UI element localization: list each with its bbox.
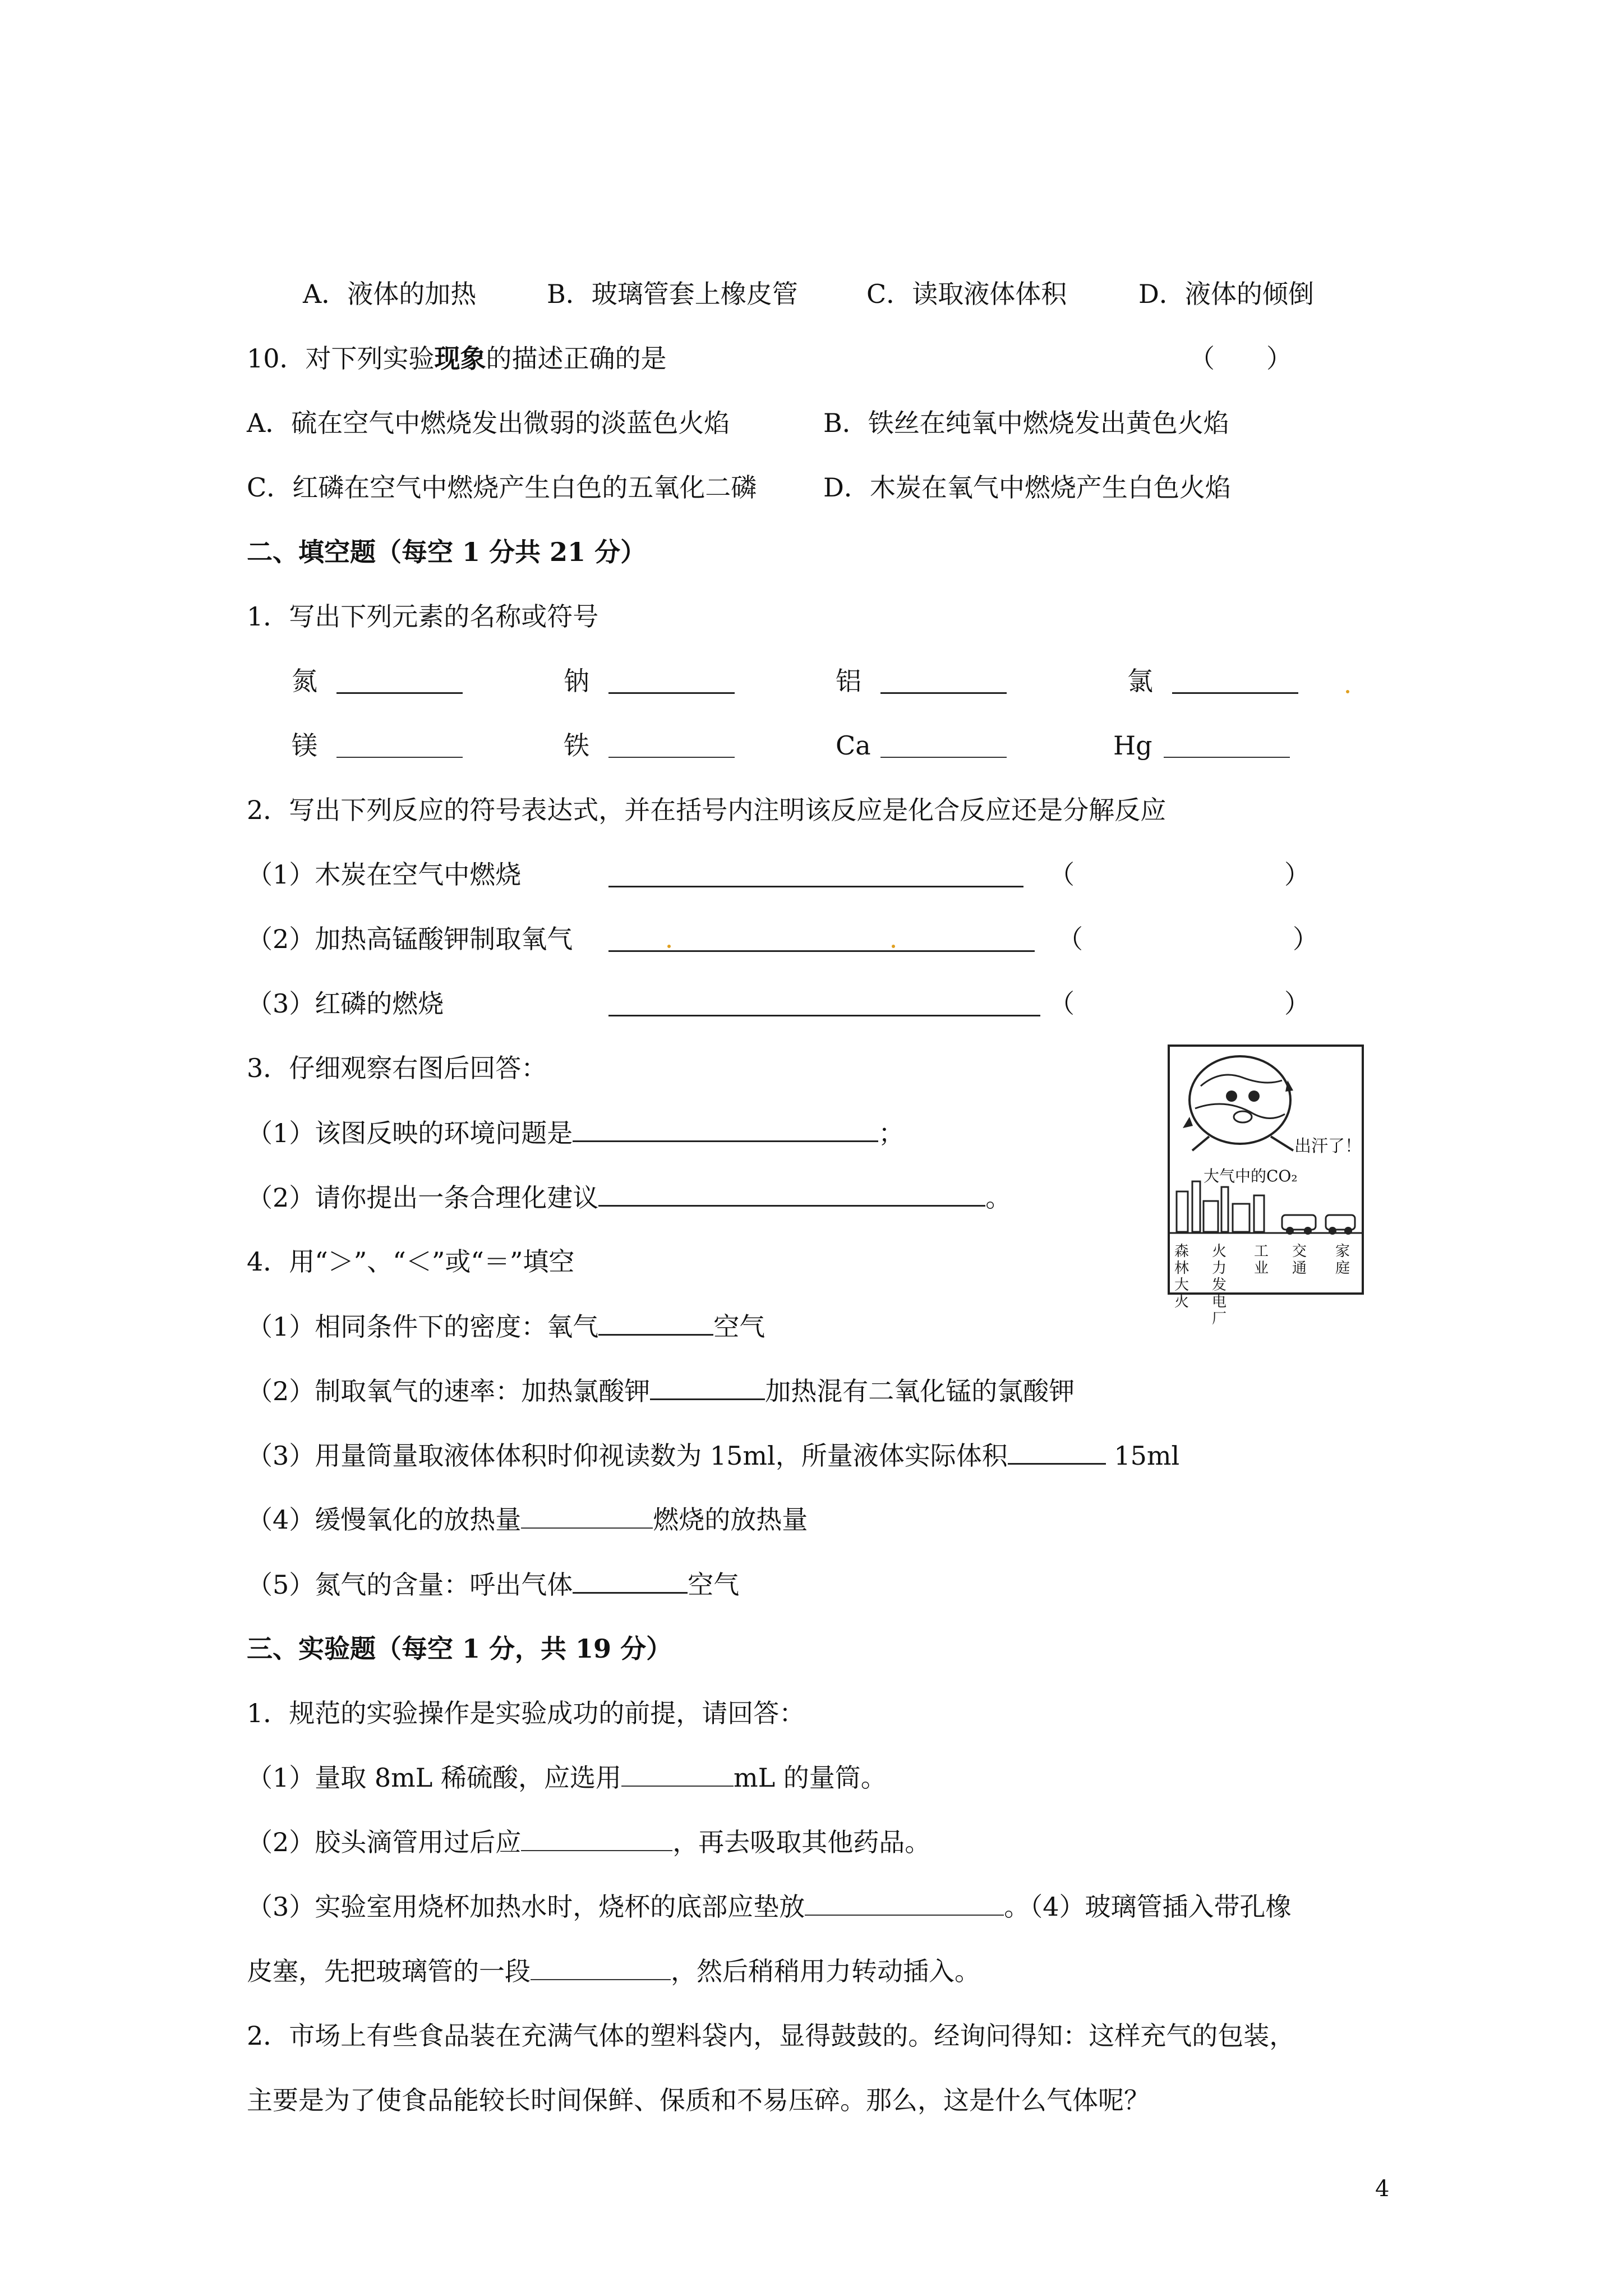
paren-close: ）	[1293, 924, 1318, 954]
answer-blank[interactable]	[1172, 668, 1298, 694]
compare-item: （2）制取氧气的速率：加热氯酸钾 加热混有二氧化锰的氯酸钾	[247, 1374, 1075, 1408]
answer-blank[interactable]	[1164, 732, 1290, 758]
question-2-cont: 主要是为了使食品能较长时间保鲜、保质和不易压碎。那么，这是什么气体呢？	[247, 2085, 1150, 2115]
element-label: 氯	[1127, 666, 1153, 696]
option-d: D．木炭在氧气中燃烧产生白色火焰	[823, 472, 1231, 503]
option-b: B．铁丝在纯氧中燃烧发出黄色火焰	[823, 408, 1229, 438]
option-a: A．硫在空气中燃烧发出微弱的淡蓝色火焰	[247, 408, 730, 438]
element-label: Hg	[1113, 730, 1152, 761]
element-label: 铁	[564, 730, 589, 761]
question-1-3: （3）实验室用烧杯加热水时，烧杯的底部应垫放 。（4）玻璃管插入带孔橡	[247, 1890, 1292, 1924]
environment-cartoon	[1168, 1045, 1364, 1327]
answer-paren: （ ）	[1189, 343, 1292, 374]
compare-item: （1）相同条件下的密度：氧气 空气	[247, 1309, 765, 1343]
answer-blank[interactable]	[336, 732, 463, 758]
element-label: 铝	[836, 666, 861, 696]
page-number: 4	[1375, 2176, 1390, 2202]
answer-blank[interactable]	[880, 732, 1007, 758]
section-title: 二、填空题（每空 1 分共 21 分）	[247, 537, 647, 567]
reaction-label: （1）木炭在空气中燃烧	[247, 859, 522, 890]
paren-close: ）	[1284, 859, 1310, 890]
question-3-1: （1）该图反映的环境问题是 ；	[247, 1116, 904, 1150]
option-c: C．红磷在空气中燃烧产生白色的五氧化二磷	[247, 472, 757, 503]
question-1: 1．规范的实验操作是实验成功的前提，请回答：	[247, 1698, 805, 1728]
question-3: 3．仔细观察右图后回答：	[247, 1053, 547, 1083]
answer-blank[interactable]	[608, 926, 1035, 952]
element-label: 镁	[292, 730, 317, 761]
source-label: 工业	[1254, 1243, 1269, 1277]
option-a: A．液体的加热	[303, 279, 477, 309]
answer-blank[interactable]	[608, 668, 735, 694]
answer-blank[interactable]	[608, 732, 735, 758]
paren-open: （	[1057, 924, 1083, 954]
reaction-label: （2）加热高锰酸钾制取氧气	[247, 924, 573, 954]
reaction-label: （3）红磷的燃烧	[247, 988, 444, 1019]
source-label: 家庭	[1335, 1243, 1350, 1277]
co2-label: 大气中的CO₂	[1204, 1167, 1298, 1185]
question-1-1: （1）量取 8mL 稀硫酸，应选用 mL 的量筒。	[247, 1761, 887, 1795]
source-label: 交通	[1292, 1243, 1307, 1277]
option-d: D．液体的倾倒	[1138, 279, 1314, 309]
compare-item: （5）氮气的含量：呼出气体 空气	[247, 1567, 739, 1602]
element-label: 钠	[564, 666, 589, 696]
question-1-4: 皮塞，先把玻璃管的一段 ，然后稍稍用力转动插入。	[247, 1954, 980, 1988]
paren-close: ）	[1284, 988, 1310, 1019]
option-b: B．玻璃管套上橡皮管	[547, 279, 798, 309]
question-3-2: （2）请你提出一条合理化建议 。	[247, 1180, 1011, 1214]
question-1: 1．写出下列元素的名称或符号	[247, 601, 599, 632]
compare-item: （3）用量筒量取液体体积时仰视读数为 15ml，所量液体实际体积 15ml	[247, 1438, 1179, 1473]
question-1-2: （2）胶头滴管用过后应 ，再去吸取其他药品。	[247, 1825, 930, 1859]
speech-text: 出汗了！	[1294, 1137, 1362, 1156]
element-label: 氮	[292, 666, 317, 696]
source-label: 火力发电厂	[1212, 1243, 1227, 1327]
answer-blank[interactable]	[608, 990, 1040, 1016]
compare-item: （4）缓慢氧化的放热量 燃烧的放热量	[247, 1503, 808, 1536]
question-4: 4．用“＞”、“＜”或“＝”填空	[247, 1246, 575, 1277]
source-label: 森林大火	[1174, 1243, 1189, 1310]
answer-blank[interactable]	[608, 861, 1023, 887]
question-2: 2．市场上有些食品装在充满气体的塑料袋内，显得鼓鼓的。经询问得知：这样充气的包装，	[247, 2021, 1295, 2051]
question-10: 10．对下列实验现象的描述正确的是	[247, 343, 667, 374]
paren-open: （	[1049, 859, 1075, 890]
section-title: 三、实验题（每空 1 分，共 19 分）	[247, 1634, 672, 1664]
answer-blank[interactable]	[880, 668, 1007, 694]
option-c: C．读取液体体积	[866, 279, 1067, 309]
paren-open: （	[1049, 988, 1075, 1019]
question-2: 2．写出下列反应的符号表达式，并在括号内注明该反应是化合反应还是分解反应	[247, 795, 1166, 825]
answer-blank[interactable]	[336, 668, 463, 694]
element-label: Ca	[836, 730, 871, 761]
